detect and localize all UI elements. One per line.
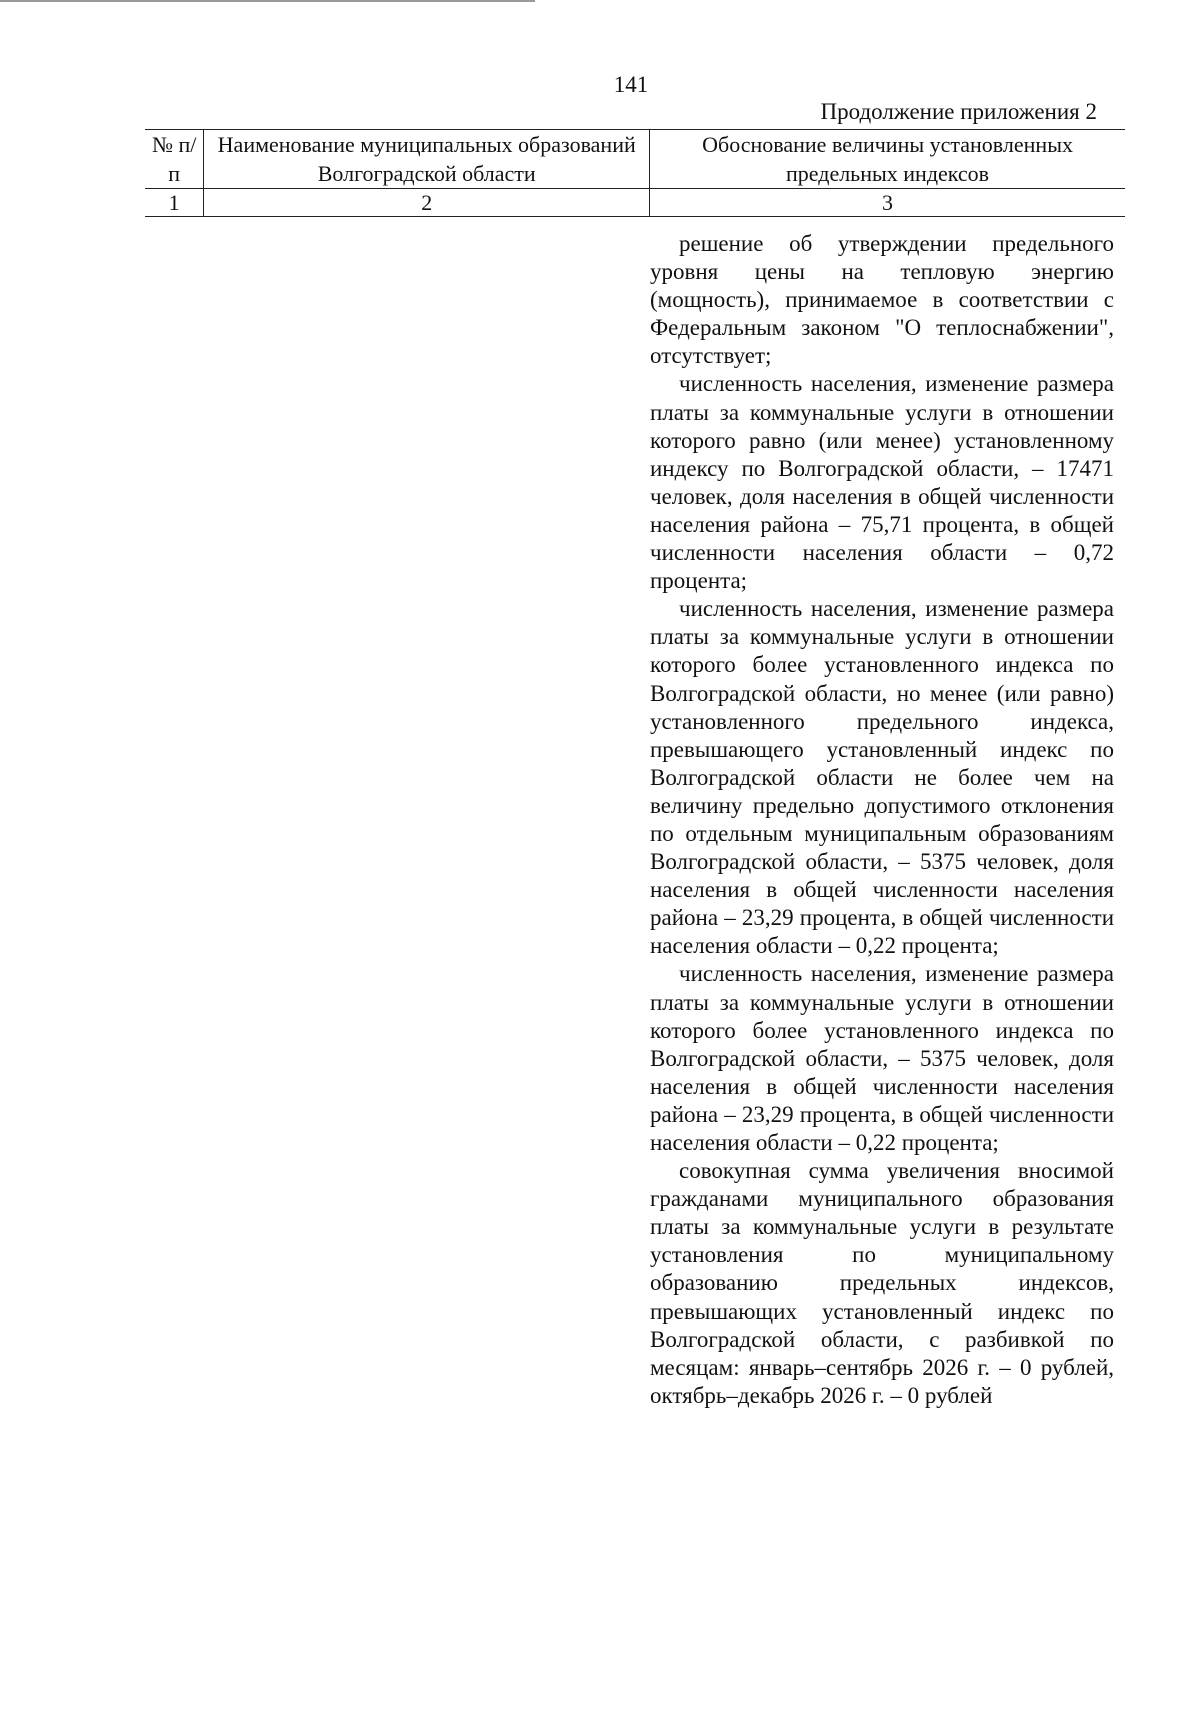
- appendix-table-header: [145, 129, 1125, 217]
- justification-text: [650, 230, 1114, 1410]
- scan-edge-line: [0, 0, 535, 2]
- paragraph-population-within-limit: численность населения, изменение размера платы за коммунальные услуги в отношении которого более установленного индекса по Волгоградской области, но менее (или равно) установленного предельного индекса, превышающего установленный индекс по Волгоградской области не более чем на величину предельно допустимого отклонения по отдельным муниципальным образованиям Волгоградской области, – 5375 человек, доля населения в общей численности населения района – 23,29 процента, в общей численности населения области – 0,22 процента;: [650, 596, 1114, 959]
- paragraph-population-within-index: численность населения, изменение размера платы за коммунальные услуги в отношении которого равно (или менее) установленному индексу по Волгоградской области, – 17471 человек, доля населения в общей численности населения района – 75,71 процента, в общей численности населения области – 0,72 процента;: [650, 371, 1114, 594]
- column-number-2: 2: [204, 189, 650, 217]
- header-cell-justification: Обоснование величины установленных предельных индексов: [650, 130, 1125, 189]
- table-header-row: [145, 130, 1125, 189]
- paragraph-population-above-index: численность населения, изменение размера платы за коммунальные услуги в отношении которого более установленного индекса по Волгоградской области, – 5375 человек, доля населения в общей численности населения района – 23,29 процента, в общей численности населения области – 0,22 процента;: [650, 961, 1114, 1155]
- column-number-3: 3: [650, 189, 1125, 217]
- column-number-1: 1: [145, 189, 204, 217]
- paragraph-heat-price-decision: решение об утверждении предельного уровня цены на тепловую энергию (мощность), принимаемое в соответствии с Федеральным законом "О теплоснабжении", отсутствует;: [650, 231, 1114, 369]
- paragraph-total-payment-increase: совокупная сумма увеличения вносимой гражданами муниципального образования платы за коммунальные услуги в результате установления по муниципальному образованию предельных индексов, превышающих установленный индекс по Волгоградской области, с разбивкой по месяцам: январь–сентябрь 2026 г. – 0 рублей, октябрь–декабрь 2026 г. – 0 рублей: [650, 1158, 1114, 1408]
- header-cell-number: № п/п: [145, 130, 204, 189]
- page-number: 141: [613, 72, 649, 97]
- appendix-continuation-label: Продолжение приложения 2: [820, 99, 1097, 124]
- header-cell-municipality: Наименование муниципальных образований Волгоградской области: [204, 130, 650, 189]
- table-column-number-row: [145, 189, 1125, 217]
